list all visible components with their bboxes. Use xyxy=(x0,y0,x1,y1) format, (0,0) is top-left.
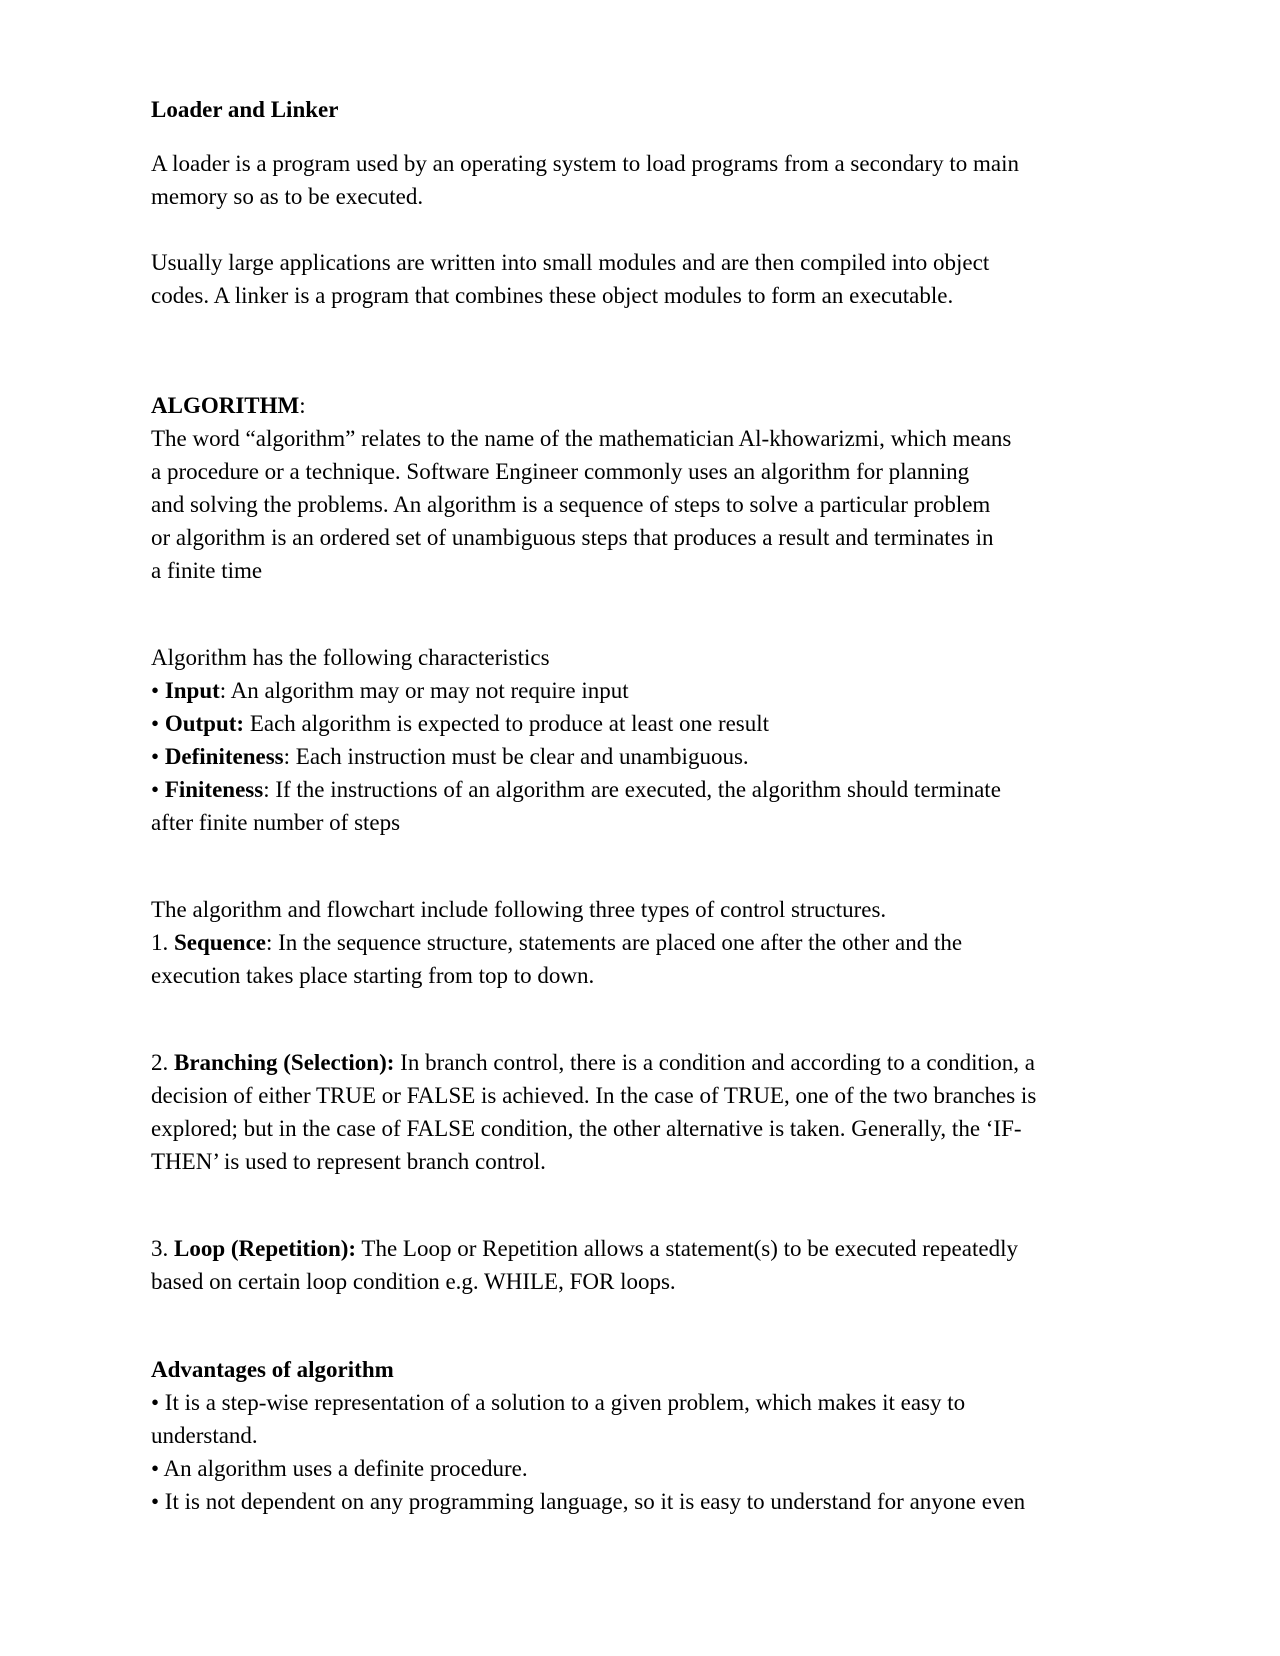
paragraph-linker xyxy=(151,246,1141,312)
heading-text: Loader and Linker xyxy=(151,97,339,122)
text-line: A loader is a program used by an operating system to load programs from a secondary to main xyxy=(151,151,1020,176)
list-item xyxy=(151,1046,1141,1079)
text-line: explored; but in the case of FALSE condition, the other alternative is taken. Generally, the ‘IF- xyxy=(151,1116,1022,1141)
characteristics-list xyxy=(151,641,1141,839)
separator: : xyxy=(283,744,296,769)
item-number: 3. xyxy=(151,1236,174,1261)
term: Loop (Repetition): xyxy=(174,1236,357,1261)
description: In the sequence structure, statements are placed one after the other and the xyxy=(278,930,963,955)
list-item xyxy=(151,926,1141,959)
term: Output: xyxy=(164,711,245,736)
text-line: decision of either TRUE or FALSE is achieved. In the case of TRUE, one of the two branches is xyxy=(151,1083,1037,1108)
text-line: a procedure or a technique. Software Engineer commonly uses an algorithm for planning xyxy=(151,459,970,484)
list-item: • It is not dependent on any programming language, so it is easy to understand for anyone even xyxy=(151,1489,1026,1514)
term: Input xyxy=(164,678,220,703)
list-intro: The algorithm and flowchart include following three types of control structures. xyxy=(151,897,887,922)
description: An algorithm may or may not require input xyxy=(230,678,629,703)
section-heading-algorithm xyxy=(151,389,1141,422)
separator: : xyxy=(263,777,276,802)
list-item: • It is a step-wise representation of a solution to a given problem, which makes it easy to xyxy=(151,1390,966,1415)
separator: : xyxy=(219,678,231,703)
bullet: • xyxy=(151,744,165,769)
term: Branching (Selection): xyxy=(174,1050,395,1075)
list-item xyxy=(151,773,1141,806)
advantages-list xyxy=(151,1353,1141,1518)
text-line: memory so as to be executed. xyxy=(151,184,424,209)
list-item xyxy=(151,740,1141,773)
description: Each instruction must be clear and unambiguous. xyxy=(295,744,749,769)
description: Each algorithm is expected to produce at least one result xyxy=(249,711,770,736)
list-item xyxy=(151,674,1141,707)
list-item xyxy=(151,1232,1141,1265)
bullet: • xyxy=(151,711,165,736)
text-line: based on certain loop condition e.g. WHILE, FOR loops. xyxy=(151,1269,676,1294)
text-line: Usually large applications are written into small modules and are then compiled into object xyxy=(151,250,990,275)
control-item-branching xyxy=(151,1046,1141,1178)
description: The Loop or Repetition allows a statement(s) to be executed repeatedly xyxy=(361,1236,1018,1261)
heading-text: ALGORITHM xyxy=(151,393,300,418)
list-intro: Algorithm has the following characteristics xyxy=(151,645,550,670)
text-line: The word “algorithm” relates to the name of the mathematician Al-khowarizmi, which means xyxy=(151,426,1012,451)
section-heading-advantages: Advantages of algorithm xyxy=(151,1357,394,1382)
item-number: 1. xyxy=(151,930,174,955)
separator: : xyxy=(266,930,279,955)
text-line: codes. A linker is a program that combines these object modules to form an executable. xyxy=(151,283,954,308)
list-item: • An algorithm uses a definite procedure. xyxy=(151,1456,528,1481)
control-structures xyxy=(151,893,1141,992)
item-number: 2. xyxy=(151,1050,174,1075)
text-line: execution takes place starting from top to down. xyxy=(151,963,595,988)
bullet: • xyxy=(151,777,165,802)
list-item xyxy=(151,707,1141,740)
text-line: understand. xyxy=(151,1423,258,1448)
paragraph-loader xyxy=(151,147,1141,213)
term: Sequence xyxy=(174,930,266,955)
description: In branch control, there is a condition and according to a condition, a xyxy=(400,1050,1036,1075)
text-line: THEN’ is used to represent branch control. xyxy=(151,1149,546,1174)
term: Definiteness xyxy=(164,744,284,769)
text-line: and solving the problems. An algorithm is a sequence of steps to solve a particular problem xyxy=(151,492,991,517)
control-item-loop xyxy=(151,1232,1141,1298)
section-heading-loader-linker xyxy=(151,93,1141,126)
heading-colon: : xyxy=(299,393,306,418)
text-line: or algorithm is an ordered set of unambiguous steps that produces a result and terminates in xyxy=(151,525,994,550)
bullet: • xyxy=(151,678,165,703)
text-line: after finite number of steps xyxy=(151,810,401,835)
paragraph-algorithm xyxy=(151,389,1141,587)
description: If the instructions of an algorithm are executed, the algorithm should terminate xyxy=(275,777,1001,802)
term: Finiteness xyxy=(164,777,264,802)
text-line: a finite time xyxy=(151,558,263,583)
